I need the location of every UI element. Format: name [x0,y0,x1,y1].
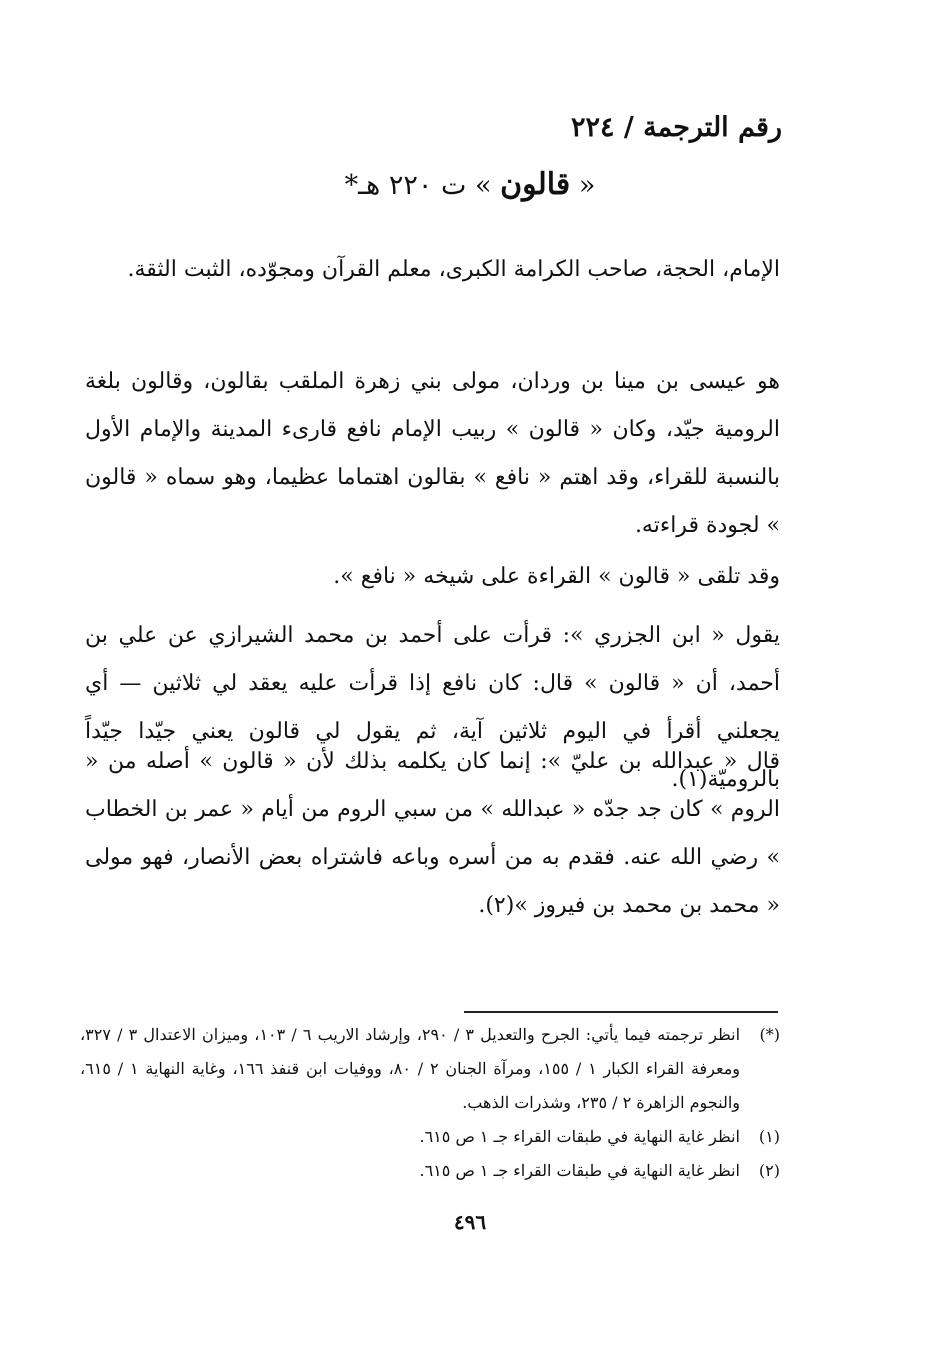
footnote-mark: (*) [759,1025,780,1044]
entry-number-heading: رقم الترجمة / ٢٢٤ [570,112,782,143]
title-name: قالون [500,167,571,202]
biography-title [0,163,940,208]
paragraph-abdullah: قال « عبدالله بن عليّ »: إنما كان يكلمه بذلك لأن « قالون » أصله من « الروم » كان جد جدّه « عبدالله » من سبي الروم من أيام « عمر بن الخطاب » رضي الله عنه. فقدم به من أسره وباعه فاشتراه بعض الأنصار، فهو مولى « محمد بن محمد بن فيروز »(٢). [85,749,780,918]
footnote-mark: (٢) [758,1161,780,1180]
paragraph-intro: الإمام، الحجة، صاحب الكرامة الكبرى، معلم القرآن ومجوّده، الثبت الثقة. [127,257,780,282]
footnote-text: انظر غاية النهاية في طبقات القراء جـ ١ ص ٦١٥. [419,1161,740,1180]
footnote-divider [464,1011,778,1013]
title-death-date: » ت ٢٢٠ هـ* [344,170,501,201]
title-open-quote: « [570,170,596,201]
paragraph-biography: هو عيسى بن مينا بن وردان، مولى بني زهرة الملقب بقالون، وقالون بلغة الرومية جيّد، وكان « قالون » ربيب الإمام نافع قارىء المدينة والإمام الأول بالنسبة للقراء، وقد اهتم « نافع » بقالون اهتماما عظيما، وهو سماه « قالون » لجودة قراءته. [85,369,780,538]
footnote-text: انظر غاية النهاية في طبقات القراء جـ ١ ص ٦١٥. [419,1127,740,1146]
footnote-item [80,1018,780,1120]
paragraph-ibn-jazari: يقول « ابن الجزري »: قرأت على أحمد بن محمد الشيرازي عن علي بن أحمد، أن « قالون » قال: كان نافع إذا قرأت عليه يعقد لي ثلاثين — أي يجعلني أقرأ في اليوم ثلاثين آية، ثم يقول لي قالون يعني جيّدا جيّداً بالروميّة(١). [85,623,780,792]
page-number: ٤٩٦ [453,1210,487,1234]
footnote-mark: (١) [758,1127,780,1146]
footnotes [80,1018,780,1188]
paragraph-recitation: وقد تلقى « قالون » القراءة على شيخه « نافع ». [333,564,780,589]
footnote-item [80,1154,780,1188]
footnote-item [80,1120,780,1154]
footnote-text: انظر ترجمته فيما يأتي: الجرح والتعديل ٣ / ٢٩٠، وإرشاد الاريب ٦ / ١٠٣، وميزان الاعتدال ٣ / ٣٢٧، ومعرفة القراء الكبار ١ / ١٥٥، ومرآة الجنان ٢ / ٨٠، ووفيات ابن قنفذ ١٦٦، وغاية النهاية ١ / ٦١٥، والنجوم الزاهرة ٢ / ٢٣٥، وشذرات الذهب. [80,1025,741,1112]
